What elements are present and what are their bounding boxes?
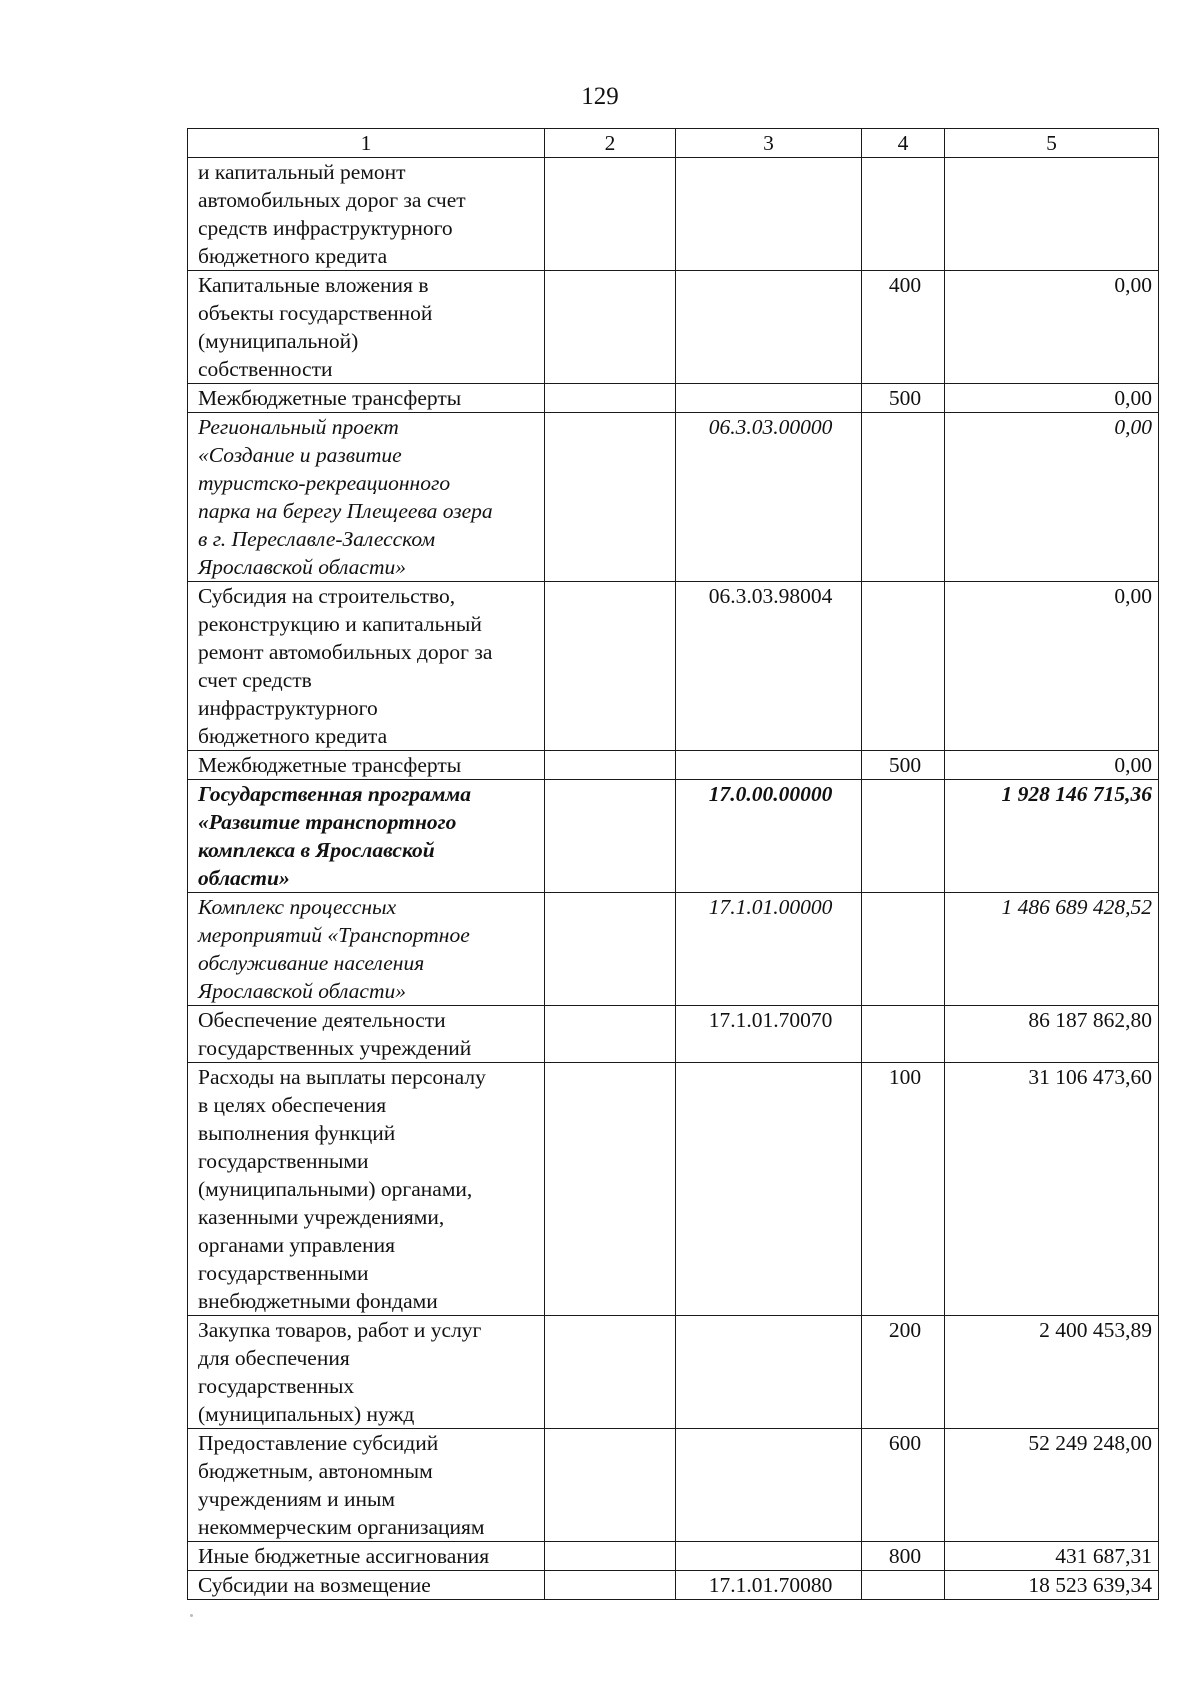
- row-col2: [545, 271, 676, 384]
- header-col-2: 2: [545, 129, 676, 158]
- header-col-5: 5: [945, 129, 1159, 158]
- row-amount: 52 249 248,00: [945, 1429, 1159, 1542]
- row-code: [676, 384, 862, 413]
- row-code: [676, 271, 862, 384]
- row-code: 17.1.01.70080: [676, 1571, 862, 1600]
- budget-table: [187, 128, 1159, 1600]
- row-code: [676, 1063, 862, 1316]
- row-amount: 0,00: [945, 582, 1159, 751]
- row-col2: [545, 1316, 676, 1429]
- row-amount: 0,00: [945, 271, 1159, 384]
- row-amount: 1 486 689 428,52: [945, 893, 1159, 1006]
- table-row: [188, 384, 1159, 413]
- table-row: [188, 893, 1159, 1006]
- row-type: [862, 893, 945, 1006]
- row-amount: 2 400 453,89: [945, 1316, 1159, 1429]
- row-name: Иные бюджетные ассигнования: [188, 1542, 545, 1571]
- row-amount: [945, 158, 1159, 271]
- row-amount: 0,00: [945, 751, 1159, 780]
- row-name: Государственная программа «Развитие транспортного комплекса в Ярославской области»: [188, 780, 545, 893]
- scan-speck: [190, 1614, 193, 1617]
- row-amount: 0,00: [945, 384, 1159, 413]
- row-code: [676, 1429, 862, 1542]
- row-type: 500: [862, 384, 945, 413]
- row-name: Субсидия на строительство, реконструкцию и капитальный ремонт автомобильных дорог за счет средств инфраструктурного бюджетного кредита: [188, 582, 545, 751]
- row-code: [676, 158, 862, 271]
- row-col2: [545, 582, 676, 751]
- row-col2: [545, 384, 676, 413]
- row-col2: [545, 1063, 676, 1316]
- row-code: 17.0.00.00000: [676, 780, 862, 893]
- page-number: 129: [581, 83, 619, 110]
- table-row: [188, 1571, 1159, 1600]
- table-row: [188, 1006, 1159, 1063]
- table-row: [188, 751, 1159, 780]
- row-name: и капитальный ремонт автомобильных дорог за счет средств инфраструктурного бюджетного кредита: [188, 158, 545, 271]
- row-name: Межбюджетные трансферты: [188, 384, 545, 413]
- row-name: Закупка товаров, работ и услуг для обеспечения государственных (муниципальных) нужд: [188, 1316, 545, 1429]
- table-row: [188, 582, 1159, 751]
- row-name: Предоставление субсидий бюджетным, автономным учреждениям и иным некоммерческим организациям: [188, 1429, 545, 1542]
- row-amount: 31 106 473,60: [945, 1063, 1159, 1316]
- table-row: [188, 1316, 1159, 1429]
- row-col2: [545, 751, 676, 780]
- header-col-4: 4: [862, 129, 945, 158]
- row-col2: [545, 413, 676, 582]
- row-type: 200: [862, 1316, 945, 1429]
- row-code: 17.1.01.70070: [676, 1006, 862, 1063]
- row-code: [676, 1542, 862, 1571]
- row-type: [862, 780, 945, 893]
- header-col-1: 1: [188, 129, 545, 158]
- row-col2: [545, 1542, 676, 1571]
- row-code: 06.3.03.00000: [676, 413, 862, 582]
- row-col2: [545, 1006, 676, 1063]
- row-type: [862, 158, 945, 271]
- table-row: [188, 1429, 1159, 1542]
- row-code: 06.3.03.98004: [676, 582, 862, 751]
- row-col2: [545, 1429, 676, 1542]
- row-type: [862, 582, 945, 751]
- row-type: 400: [862, 271, 945, 384]
- table-row: [188, 271, 1159, 384]
- row-name: Обеспечение деятельности государственных учреждений: [188, 1006, 545, 1063]
- row-type: [862, 1571, 945, 1600]
- row-col2: [545, 893, 676, 1006]
- table-row: [188, 1063, 1159, 1316]
- row-type: 800: [862, 1542, 945, 1571]
- header-col-3: 3: [676, 129, 862, 158]
- row-col2: [545, 158, 676, 271]
- table-row: [188, 1542, 1159, 1571]
- row-type: 600: [862, 1429, 945, 1542]
- row-amount: 0,00: [945, 413, 1159, 582]
- row-name: Региональный проект «Создание и развитие туристско-рекреационного парка на берегу Плещеева озера в г. Переславле-Залесском Ярославской области»: [188, 413, 545, 582]
- row-code: [676, 1316, 862, 1429]
- row-name: Расходы на выплаты персоналу в целях обеспечения выполнения функций государственными (муниципальными) органами, казенными учреждениями, органами управления государственными внебюджетными фондами: [188, 1063, 545, 1316]
- row-type: 100: [862, 1063, 945, 1316]
- row-amount: 86 187 862,80: [945, 1006, 1159, 1063]
- row-name: Межбюджетные трансферты: [188, 751, 545, 780]
- row-code: [676, 751, 862, 780]
- table-header-row: [188, 129, 1159, 158]
- row-name: Субсидии на возмещение: [188, 1571, 545, 1600]
- row-amount: 1 928 146 715,36: [945, 780, 1159, 893]
- row-col2: [545, 780, 676, 893]
- row-code: 17.1.01.00000: [676, 893, 862, 1006]
- row-amount: 18 523 639,34: [945, 1571, 1159, 1600]
- row-type: [862, 413, 945, 582]
- row-name: Капитальные вложения в объекты государственной (муниципальной) собственности: [188, 271, 545, 384]
- row-type: [862, 1006, 945, 1063]
- table-row: [188, 780, 1159, 893]
- row-amount: 431 687,31: [945, 1542, 1159, 1571]
- table-row: [188, 158, 1159, 271]
- row-col2: [545, 1571, 676, 1600]
- row-name: Комплекс процессных мероприятий «Транспортное обслуживание населения Ярославской области»: [188, 893, 545, 1006]
- table-row: [188, 413, 1159, 582]
- row-type: 500: [862, 751, 945, 780]
